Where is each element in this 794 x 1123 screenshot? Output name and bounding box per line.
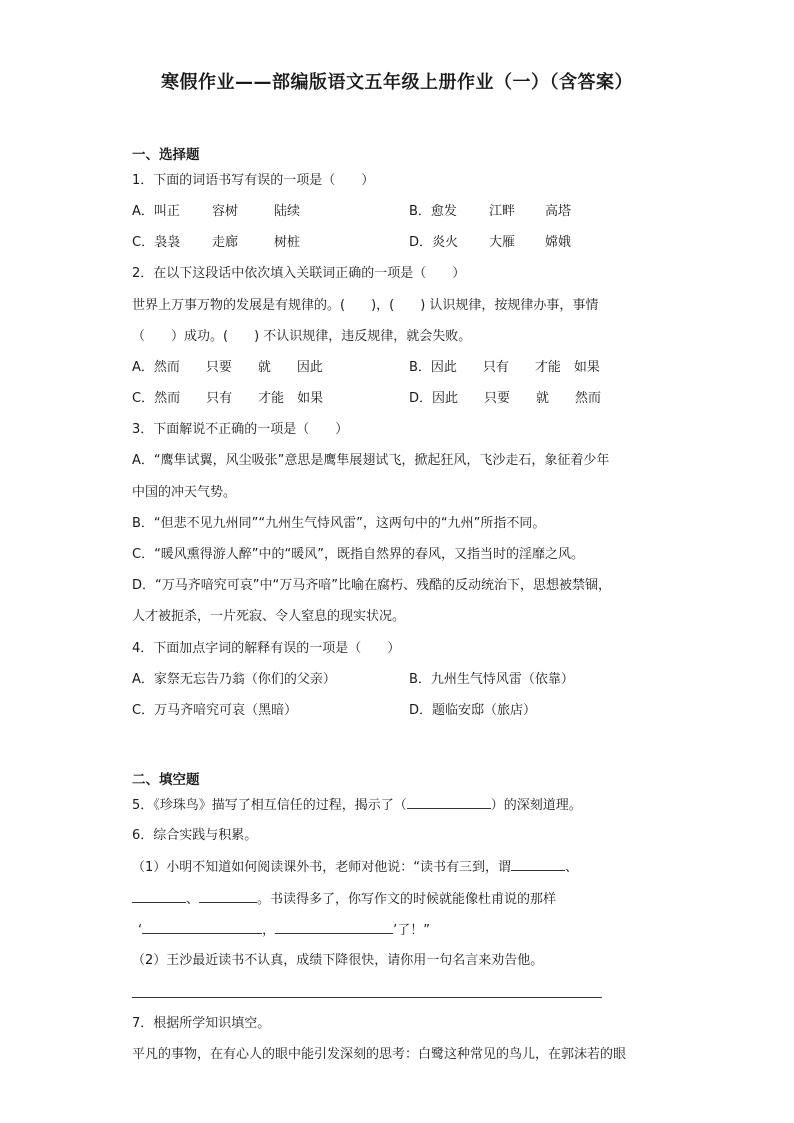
question-2-option-d: D．因此 只要 就 然而 xyxy=(409,391,602,406)
q1-b-word-1: B．愈发 xyxy=(409,204,457,219)
question-2-option-c: C．然而 只有 才能 如果 xyxy=(132,391,324,406)
question-4-option-d: D．题临安邸（旅店） xyxy=(409,703,537,718)
question-5-text-before: 5．《珍珠鸟》描写了相互信任的过程，揭示了（ xyxy=(132,798,407,813)
question-3-option-a-line-2: 中国的冲天气势。 xyxy=(132,485,237,500)
question-1-option-c xyxy=(132,234,300,252)
q6-separator-2: 、 xyxy=(186,892,200,907)
question-3-option-b: B．“但悲不见九州同”“九州生气恃风雷”，这两句中的“九州”所指不同。 xyxy=(132,516,546,531)
q1-c-word-1: C．袅袅 xyxy=(132,235,181,250)
question-2-passage-line-2: （ ）成功。( ) 不认识规律，违反规律，就会失败。 xyxy=(132,329,472,344)
question-2-option-b: B．因此 只有 才能 如果 xyxy=(409,360,600,375)
question-6-part-2: （2）王沙最近读书不认真，成绩下降很快，请你用一句名言来劝告他。 xyxy=(132,953,544,968)
q6-blank-4[interactable] xyxy=(142,921,262,934)
question-4-option-c: C．万马齐喑究可哀（黑暗） xyxy=(132,703,298,718)
q6-quote-open: ‘ xyxy=(138,923,143,938)
question-3-option-c: C．“暖风熏得游人醉”中的“暖风”，既指自然界的春风，又指当时的淫靡之风。 xyxy=(132,547,585,562)
question-3-stem: 3．下面解说不正确的一项是（ ） xyxy=(132,422,349,437)
question-2-option-a: A．然而 只要 就 因此 xyxy=(132,360,323,375)
question-7-stem: 7．根据所学知识填空。 xyxy=(132,1016,271,1031)
q6-quote-close: ’了！” xyxy=(393,923,431,938)
q6-blank-3[interactable] xyxy=(199,890,257,903)
page-title: 寒假作业——部编版语文五年级上册作业（一）（含答案） xyxy=(161,72,633,93)
q6-separator-1: 、 xyxy=(565,860,579,875)
q6-comma: ， xyxy=(262,923,276,938)
q1-b-word-2: 江畔 xyxy=(489,204,516,219)
q6-part-1-text: （1）小明不知道如何阅读课外书，老师对他说：“读书有三到，谓 xyxy=(132,860,512,875)
question-2-passage-line-1: 世界上万事万物的发展是有规律的。( )，( ) 认识规律，按规律办事，事情 xyxy=(132,298,599,313)
q1-a-word-1: A．叫正 xyxy=(132,204,180,219)
q1-a-word-3: 陆续 xyxy=(274,204,301,219)
question-1-stem: 1．下面的词语书写有误的一项是（ ） xyxy=(132,173,375,188)
question-2-stem: 2．在以下这段话中依次填入关联词正确的一项是（ ） xyxy=(132,266,466,281)
question-1-option-a xyxy=(132,203,300,221)
q1-b-word-3: 高塔 xyxy=(545,204,572,219)
q6-blank-1[interactable] xyxy=(511,858,565,871)
question-5-answer-blank[interactable] xyxy=(407,796,491,809)
section-heading-choice: 一、选择题 xyxy=(132,147,200,163)
question-5 xyxy=(132,796,582,815)
question-6-stem: 6．综合实践与积累。 xyxy=(132,828,258,843)
q6-blank-2[interactable] xyxy=(132,890,186,903)
question-4-option-b: B．九州生气恃风雷（依靠） xyxy=(409,672,574,687)
question-7-passage: 平凡的事物，在有心人的眼中能引发深刻的思考：白鹭这种常见的鸟儿，在郭沫若的眼 xyxy=(132,1047,627,1062)
question-3-option-d-line-1: D．“万马齐喑究可哀”中“万马齐喑”比喻在腐朽、残酷的反动统治下，思想被禁锢， xyxy=(132,578,611,593)
q1-d-word-1: D．炎火 xyxy=(409,235,459,250)
q1-c-word-2: 走廊 xyxy=(212,235,239,250)
question-3-option-a-line-1: A．“鹰隼试翼，风尘吸张”意思是鹰隼展翅试飞，掀起狂风，飞沙走石，象征着少年 xyxy=(132,453,610,468)
question-6-part-1-line-1 xyxy=(132,858,578,877)
question-6-part-1-line-2 xyxy=(132,890,556,909)
question-4-stem: 4．下面加点字词的解释有误的一项是（ ） xyxy=(132,641,401,656)
question-3-option-d-line-2: 人才被扼杀，一片死寂、令人窒息的现实状况。 xyxy=(132,609,406,624)
q6-blank-5[interactable] xyxy=(275,921,393,934)
question-4-option-a: A．家祭无忘告乃翁（你们的父亲） xyxy=(132,672,336,687)
q1-c-word-3: 树桩 xyxy=(274,235,301,250)
question-1-option-b xyxy=(409,203,571,221)
q1-d-word-3: 嫦娥 xyxy=(545,235,572,250)
q1-d-word-2: 大雁 xyxy=(489,235,516,250)
q6-part-1-text-2: 。书读得多了，你写作文的时候就能像杜甫说的那样 xyxy=(257,892,557,907)
section-heading-fill-in: 二、填空题 xyxy=(132,772,200,788)
question-1-option-d xyxy=(409,234,571,252)
question-5-text-after: ）的深刻道理。 xyxy=(490,798,582,813)
q1-a-word-2: 容树 xyxy=(212,204,239,219)
question-6-part-1-line-3 xyxy=(138,921,430,940)
question-6-answer-line[interactable] xyxy=(132,997,602,998)
